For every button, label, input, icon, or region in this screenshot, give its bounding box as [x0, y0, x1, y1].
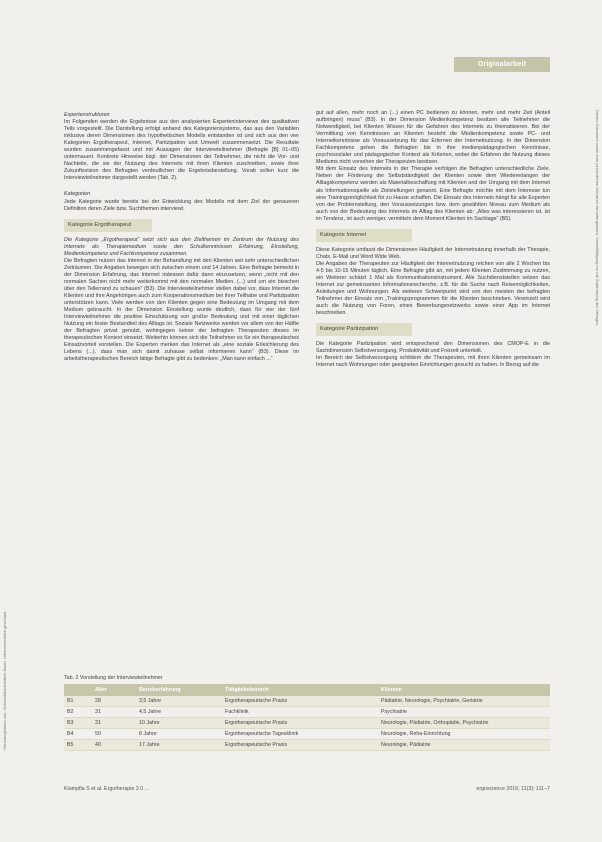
- participants-table: [64, 684, 550, 751]
- table-cell: 17 Jahre: [136, 740, 222, 751]
- table-cell: 40: [92, 740, 136, 751]
- category-heading-ergotherapeut: Kategorie Ergotherapeut: [64, 219, 152, 232]
- table-header-cell: Klienten: [378, 684, 550, 696]
- right-paragraph-5: Die Kategorie Partizipation wird entsprechend den Dimensionen des CMOP-E in die Sachdimension Selbstversorgung, Produktivität und Freizeit unterteilt.: [316, 341, 550, 355]
- table-cell: Neurologie, Pädiatrie, Orthopädie, Psychiatrie: [378, 718, 550, 729]
- right-paragraph-1: gut auf allen, mehr noch an (...) einen PC bedienen zu können, mehr und mehr Zeit (Anteil aufbringen) muss“ (B3). In der Dimension Medienkompetenz besitzen alle Teilnehmer die Notwendigkeit, bei Klienten Wissen für die Gefahren des Internets zu thematisieren. Bei der Vermittlung von Kenntnissen an Klienten besteht die Medienkompetenz sowie PC- und Internetkenntnisse als Voraussetzung für das Erlernen der Internetnutzung. In der Dimension Fachkompetenz gehen die Befragten bis in ihre medienpädagogischen Kenntnisse, psychosozialer und pädagogischer Kontext als Kriterien, wobei die Erfahren die Nutzung dieses Mediums nicht vorsehen der Therapeuten besitzen.: [316, 110, 550, 166]
- side-note-right-text: Dieses Dokument wurde zum persönlichen Gebrauch heruntergeladen. Vervielfältigung nur mit Zustimmung des Verlages.: [595, 110, 600, 327]
- right-paragraph-3: Diese Kategorie umfasst die Dimensionen Häufigkeit der Internetnutzung innerhalb der Therapie, Chats, E-Mail und Word Wide Web.: [316, 246, 550, 260]
- table-row: [64, 718, 550, 729]
- left-paragraph-3: Die Kategorie „Ergotherapeut“ setzt sich aus den Zielthemen im Zentrum der Nutzung des Internets als Therapiemedium sowie den Schulkenntnissen Erfahrung, Einstellung, Medienkompetenz und Fachkompetenz zusammen.: [64, 236, 299, 257]
- table-header-cell: Berufserfahrung: [136, 684, 222, 696]
- table-cell: B1: [64, 696, 92, 707]
- table-cell: 8 Jahre: [136, 729, 222, 740]
- table-header-cell: Tätigkeitsbereich: [222, 684, 378, 696]
- table-cell: Ergotherapeutische Praxis: [222, 740, 378, 751]
- table-row: [64, 707, 550, 718]
- footer-journal: ergoscience 2016; 11(3): 111–7: [476, 786, 550, 792]
- side-note-right: [592, 110, 602, 490]
- table-cell: Neurologie, Pädiatrie: [378, 740, 550, 751]
- table-cell: Ergotherapeutische Tagesklinik: [222, 729, 378, 740]
- left-paragraph-2: Jede Kategorie wurde bereits bei der Entwicklung des Modells mit dem Ziel der genaueren Definition deren Ziele bzw. Suchthemen interviewt.: [64, 198, 299, 212]
- table-cell: B3: [64, 718, 92, 729]
- table-cell: Ergotherapeutische Praxis: [222, 696, 378, 707]
- table-cell: 31: [92, 707, 136, 718]
- side-note-left-text: Heruntergeladen von: Universitätsbibliothek Basel. Urheberrechtlich geschützt.: [2, 610, 7, 750]
- left-p2-title: Kategorien: [64, 191, 91, 198]
- table-cell: B2: [64, 707, 92, 718]
- right-paragraph-4: Die Angaben der Therapeuten zur Häufigkeit der Internetnutzung reichen von alle 2 Wochen bis 4-5 bis 10-15 Minuten täglich. Eine Befragte gibt an, mit jedem Klienten Zustimmung zu nutzen, ein Weiterer schätzt 1 Mal als Kommunikationsinstrument. Alle Suchdienststellen setzen das Internet zur gemeinsamen Informationsrecherche, z.B. für die Suche nach Reisemöglichkeiten, Anleitungen und Wohnungen. Als weiteren Schwerpunkt wird von den meisten der befragten Teilnehmer der Einsatz von „Trainingsprogrammen für die Klienten beschrieben. Vereinzelt wird auch die Nutzung von Foren, eines Bewerbungsnetzwerks sowie einer App im Internet beschrieben.: [316, 260, 550, 317]
- table-cell: 31: [92, 718, 136, 729]
- table-cell: 3,5 Jahre: [136, 696, 222, 707]
- table-row: [64, 696, 550, 707]
- table-cell: Pädiatrie, Neurologie, Psychiatrie, Geriatrie: [378, 696, 550, 707]
- participants-table-block: [64, 675, 550, 751]
- table-header-cell: Alter: [92, 684, 136, 696]
- right-column: [316, 110, 550, 370]
- right-paragraph-2: Mit dem Einsatz des Internets in der Therapie verfolgen die Befragten unterschiedliche Ziele. Neben der Förderung der Selbstständigkeit der Klienten sowie dem Wiedererlangen der Alltagskompetenz werden als Materialbeschaffung mit Klienten und der Umgang mit dem Internet als Informationsquelle als Zielstellungen genannt. Eine Befragte möchte mit dem Interesse tun eine Trainingsmöglichkeit für zu Hause schaffen. Die Einsatz des Internets hängt für alle Experten von der Problemstellung, den Voraussetzungen bzw. dem gewählten Niveau zum Medium als auch von der Bedeutung des Internets im Alltag des Klienten ab: „Alles was interessieren ist, ist im Tendenz, ist auch weniger, vermitteln dem Moment Klienten im Sachlage“ (B5).: [316, 166, 550, 222]
- table-cell: Psychiatrie: [378, 707, 550, 718]
- table-cell: Ergotherapeutische Praxis: [222, 718, 378, 729]
- table-cell: B4: [64, 729, 92, 740]
- table-cell: 4,5 Jahre: [136, 707, 222, 718]
- side-note-left: [2, 450, 12, 750]
- left-p1-title: Expertenstrukturen: [64, 112, 110, 118]
- category-heading-partizipation: Kategorie Partizipation: [316, 323, 412, 336]
- table-cell: B5: [64, 740, 92, 751]
- table-header-cell: [64, 684, 92, 696]
- section-header: Originalarbeit: [454, 57, 550, 72]
- left-paragraph-4: Die Befragten nutzen das Internet in der Behandlung mit den Klienten seit sehr unterschiedlichen Zeiträumen. Die Angaben bewegen sich zwischen einem und 14 Jahren. Eine Befragte bemerkt in der Dimension Erfahrung, das Internet indessen dafür dann einzusetzen, wenn „nicht mit den normalen Sachen nicht mehr weiterkommt mit den normalen Medien. (...) und um ein bisschen über den Tellerrand zu schauen“ (B3). Die Interviewteilnehmer stellen dabei vor, dass Internet die Klienten und ihre Angehörigen auch zum Kooperationsmedium bei ihrer Teilhabe und Partizipation unterstützen kann. Viele werden von den Klienten gegen eine Bedeutung im Umgang mit dem Medium gebraucht. In der Dimension Einstellung wurde deutlich, dass für vier der fünf Interviewteilnehmer die positive Einschätzung von großer Bedeutung und mit einer täglichen Nutzung ein fester Bestandteil des Alltags ist. Soziale Netzwerke werden vor allem von der Hälfte der Befragten privat genutzt, wohingegen keiner der befragten Therapeuten dieses im therapeutischen Kontext einsetzt. Weiterhin können sich die Teilnehmer es für ein therapeutisches Einsatzvorteil vorstellen. Die Experten merken das Internet als „eine soziale Erleichterung des Lebens (...), dass man sich damit zuhause selbst informieren kann“ (B3). Diese im arbeitstherapeutischen Bereich tätige Befragte gibt zu bedenken: „Man kann einfach ...“: [64, 257, 299, 363]
- right-paragraph-6: Im Bereich der Selbstversorgung schildern die Therapeuten, mit ihren Klienten gemeinsam im Internet nach Wohnungen oder geeigneten Einrichtungen gesucht zu haben. In Bezug auf die: [316, 355, 550, 369]
- table-cell: Fachklinik: [222, 707, 378, 718]
- left-paragraph-1: Im Folgenden werden die Ergebnisse aus den analysierten Experteninterviews des qualitativen Teils vorgestellt. Die Darstellung erfolgt anhand des Kategoriensystems, das aus den Variablen inklusive deren Dimensionen des hypothetischen Modells entstanden ist und sich aus den vier Kategorien Ergotherapeut, Internet, Partizipation und Umwelt zusammensetzt. Die Resultate wurden zusammengefasst und mit Aussagen der Interviewteilnehmer (Befragte [B] 01–05) untermauert. Konkrete Hinweise bzgl. der Dimensionen der Teilnehmer, die nicht die Vor- und Nachteile, die sie der Nutzung des Internets mit ihren Klienten zuschreiben, sowie ihrer Zukunftsvision des Befragten verdeutlichen die Ergebnisdarstellung. Vorab sollen kurz die Interviewteilnehmer dargestellt werden (Tab. 2).: [64, 119, 299, 182]
- table-caption: Tab. 2 Vorstellung der Interviewteilnehmer: [64, 675, 163, 681]
- left-column: [64, 110, 299, 364]
- table-row: [64, 729, 550, 740]
- table-row: [64, 740, 550, 751]
- table-cell: Neurologie, Reha-Einrichtung: [378, 729, 550, 740]
- table-header-row: [64, 684, 550, 696]
- table-cell: 10 Jahre: [136, 718, 222, 729]
- table-cell: 28: [92, 696, 136, 707]
- footer-citation: Klampfla S et al. Ergotherapie 2.0 ...: [64, 786, 150, 792]
- category-heading-internet: Kategorie Internet: [316, 229, 412, 242]
- table-cell: 50: [92, 729, 136, 740]
